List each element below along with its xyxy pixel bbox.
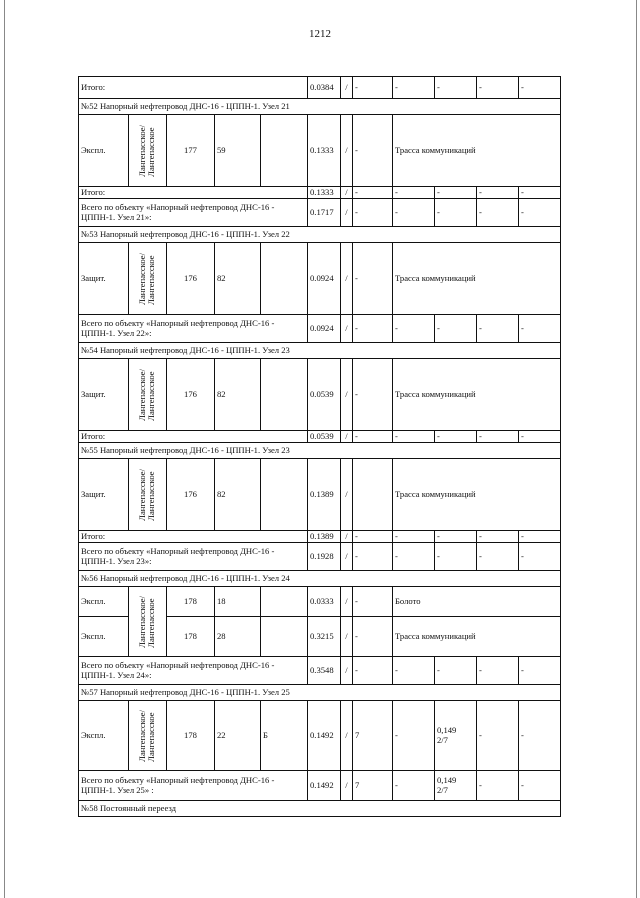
slash-cell: / <box>341 587 353 617</box>
forestry-cell <box>129 359 167 431</box>
col-13-cell: - <box>393 77 435 99</box>
area-cell: 0.0333 <box>308 587 341 617</box>
category-cell: Экспл. <box>79 701 129 771</box>
slash-cell: / <box>341 187 353 199</box>
kvartal-cell: 176 <box>167 459 215 531</box>
col-14-cell: - <box>435 543 477 571</box>
col-13-cell: - <box>393 187 435 199</box>
slash-cell: / <box>341 531 353 543</box>
col-15-cell: - <box>477 531 519 543</box>
forestry-cell <box>129 115 167 187</box>
col-12-cell: - <box>353 617 393 657</box>
col-13-cell: - <box>393 199 435 227</box>
total-row <box>79 199 561 227</box>
col-15-cell: - <box>477 701 519 771</box>
total-label: Всего по объекту «Напорный нефтепровод ДНС-16 - ЦППН-1. Узел 22»: <box>79 315 308 343</box>
section-row <box>79 343 561 359</box>
slash-cell: / <box>341 359 353 431</box>
col-14-cell: - <box>435 657 477 685</box>
forestry-label: Лангепасское/ Лангепасское <box>137 368 157 421</box>
kvartal-cell: 178 <box>167 587 215 617</box>
col-12-cell: - <box>353 657 393 685</box>
slash-cell: / <box>341 199 353 227</box>
category-cell: Экспл. <box>79 617 129 657</box>
section-title: №55 Напорный нефтепровод ДНС-16 - ЦППН-1. Узел 23 <box>79 443 561 459</box>
slash-cell: / <box>341 315 353 343</box>
forestry-label: Лангепасское/ Лангепасское <box>137 124 157 177</box>
col-14-cell: - <box>435 431 477 443</box>
category-cell: Защит. <box>79 459 129 531</box>
col-14-cell: - <box>435 187 477 199</box>
note-cell: Трасса коммуникаций <box>393 115 561 187</box>
subvydel-cell <box>261 115 308 187</box>
area-cell: 0.1333 <box>308 115 341 187</box>
vydel-cell: 28 <box>215 617 261 657</box>
total-label: Итого: <box>79 431 308 443</box>
table-row <box>79 587 561 617</box>
kvartal-cell: 176 <box>167 243 215 315</box>
slash-cell: / <box>341 431 353 443</box>
area-cell: 0.1389 <box>308 459 341 531</box>
section-title: №54 Напорный нефтепровод ДНС-16 - ЦППН-1. Узел 23 <box>79 343 561 359</box>
col-12-cell: - <box>353 587 393 617</box>
section-row <box>79 685 561 701</box>
forestry-cell <box>129 701 167 771</box>
subvydel-cell: Б <box>261 701 308 771</box>
area-cell: 0.0924 <box>308 243 341 315</box>
vydel-cell: 18 <box>215 587 261 617</box>
note-cell: Трасса коммуникаций <box>393 617 561 657</box>
note-cell: Болото <box>393 587 561 617</box>
kvartal-cell: 177 <box>167 115 215 187</box>
col-13-cell: - <box>393 543 435 571</box>
category-cell: Защит. <box>79 243 129 315</box>
forestry-label: Лангепасское/ Лангепасское <box>137 468 157 521</box>
col-12-cell: - <box>353 543 393 571</box>
col-15-cell: - <box>477 187 519 199</box>
col-16-cell: - <box>519 771 561 801</box>
scan-edge-right <box>636 0 637 898</box>
vydel-cell: 82 <box>215 459 261 531</box>
table-row <box>79 701 561 771</box>
col-16-cell: - <box>519 543 561 571</box>
col-16-cell: - <box>519 187 561 199</box>
total-row <box>79 771 561 801</box>
table-row <box>79 243 561 315</box>
col-14-cell: 0,149 2/7 <box>435 771 477 801</box>
col-12-cell: - <box>353 187 393 199</box>
kvartal-cell: 178 <box>167 617 215 657</box>
col-16-cell: - <box>519 701 561 771</box>
kvartal-cell: 178 <box>167 701 215 771</box>
total-row <box>79 543 561 571</box>
total-row <box>79 531 561 543</box>
col-12-cell: - <box>353 243 393 315</box>
col-16-cell: - <box>519 199 561 227</box>
col-12-cell: - <box>353 359 393 431</box>
area-cell: 0.0924 <box>308 315 341 343</box>
area-cell: 0.3215 <box>308 617 341 657</box>
note-cell: Трасса коммуникаций <box>393 359 561 431</box>
slash-cell: / <box>341 701 353 771</box>
forestry-cell <box>129 587 167 657</box>
area-cell: 0.1717 <box>308 199 341 227</box>
section-row <box>79 227 561 243</box>
table-row <box>79 359 561 431</box>
slash-cell: / <box>341 459 353 531</box>
slash-cell: / <box>341 243 353 315</box>
col-13-cell: - <box>393 531 435 543</box>
col-16-cell: - <box>519 431 561 443</box>
col-14-cell: - <box>435 531 477 543</box>
vydel-cell: 82 <box>215 359 261 431</box>
col-16-cell: - <box>519 657 561 685</box>
table-row <box>79 115 561 187</box>
total-label: Итого: <box>79 77 308 99</box>
col-16-cell: - <box>519 531 561 543</box>
forestry-cell <box>129 459 167 531</box>
vydel-cell: 59 <box>215 115 261 187</box>
total-row <box>79 657 561 685</box>
col-12-cell <box>353 459 393 531</box>
col-14-cell: - <box>435 315 477 343</box>
subvydel-cell <box>261 459 308 531</box>
slash-cell: / <box>341 77 353 99</box>
total-row <box>79 315 561 343</box>
slash-cell: / <box>341 771 353 801</box>
col-15-cell: - <box>477 77 519 99</box>
section-row <box>79 99 561 115</box>
area-cell: 0.1928 <box>308 543 341 571</box>
slash-cell: / <box>341 543 353 571</box>
total-label: Всего по объекту «Напорный нефтепровод ДНС-16 - ЦППН-1. Узел 21»: <box>79 199 308 227</box>
section-row <box>79 443 561 459</box>
vydel-cell: 22 <box>215 701 261 771</box>
total-label: Всего по объекту «Напорный нефтепровод ДНС-16 - ЦППН-1. Узел 23»: <box>79 543 308 571</box>
col-13-cell: - <box>393 315 435 343</box>
forestry-label: Лангепасское/ Лангепасское <box>137 709 157 762</box>
col-15-cell: - <box>477 543 519 571</box>
section-title: №52 Напорный нефтепровод ДНС-16 - ЦППН-1. Узел 21 <box>79 99 561 115</box>
col-13-cell: - <box>393 431 435 443</box>
section-title: №57 Напорный нефтепровод ДНС-16 - ЦППН-1. Узел 25 <box>79 685 561 701</box>
kvartal-cell: 176 <box>167 359 215 431</box>
category-cell: Экспл. <box>79 115 129 187</box>
total-row <box>79 431 561 443</box>
col-15-cell: - <box>477 771 519 801</box>
area-cell: 0.1492 <box>308 771 341 801</box>
land-plot-table <box>78 76 561 817</box>
col-16-cell: - <box>519 77 561 99</box>
col-13-cell: - <box>393 771 435 801</box>
table-row <box>79 459 561 531</box>
subvydel-cell <box>261 359 308 431</box>
section-title: №56 Напорный нефтепровод ДНС-16 - ЦППН-1. Узел 24 <box>79 571 561 587</box>
col-12-cell: - <box>353 199 393 227</box>
category-cell: Экспл. <box>79 587 129 617</box>
category-cell: Защит. <box>79 359 129 431</box>
total-row <box>79 77 561 99</box>
col-12-cell: 7 <box>353 771 393 801</box>
total-label: Всего по объекту «Напорный нефтепровод ДНС-16 - ЦППН-1. Узел 25» : <box>79 771 308 801</box>
slash-cell: / <box>341 657 353 685</box>
col-14-cell: 0,149 2/7 <box>435 701 477 771</box>
forestry-label: Лангепасское/ Лангепасское <box>137 252 157 305</box>
slash-cell: / <box>341 115 353 187</box>
subvydel-cell <box>261 617 308 657</box>
vydel-cell: 82 <box>215 243 261 315</box>
subvydel-cell <box>261 243 308 315</box>
total-row <box>79 187 561 199</box>
section-title: №53 Напорный нефтепровод ДНС-16 - ЦППН-1. Узел 22 <box>79 227 561 243</box>
subvydel-cell <box>261 587 308 617</box>
col-12-cell: - <box>353 531 393 543</box>
section-row <box>79 801 561 817</box>
area-cell: 0.3548 <box>308 657 341 685</box>
col-15-cell: - <box>477 657 519 685</box>
note-cell: Трасса коммуникаций <box>393 459 561 531</box>
col-15-cell: - <box>477 199 519 227</box>
col-13-cell: - <box>393 657 435 685</box>
area-cell: 0.0539 <box>308 431 341 443</box>
col-13-cell: - <box>393 701 435 771</box>
area-cell: 0.0384 <box>308 77 341 99</box>
col-15-cell: - <box>477 315 519 343</box>
total-label: Итого: <box>79 187 308 199</box>
slash-cell: / <box>341 617 353 657</box>
note-cell: Трасса коммуникаций <box>393 243 561 315</box>
area-cell: 0.1389 <box>308 531 341 543</box>
scan-edge-left <box>4 0 5 898</box>
area-cell: 0.1333 <box>308 187 341 199</box>
area-cell: 0.1492 <box>308 701 341 771</box>
col-12-cell: - <box>353 431 393 443</box>
area-cell: 0.0539 <box>308 359 341 431</box>
section-title: №58 Постоянный переезд <box>79 801 561 817</box>
total-label: Итого: <box>79 531 308 543</box>
section-row <box>79 571 561 587</box>
col-12-cell: 7 <box>353 701 393 771</box>
page-number: 1212 <box>309 28 331 40</box>
col-14-cell: - <box>435 77 477 99</box>
col-12-cell: - <box>353 115 393 187</box>
col-12-cell: - <box>353 77 393 99</box>
total-label: Всего по объекту «Напорный нефтепровод ДНС-16 - ЦППН-1. Узел 24»: <box>79 657 308 685</box>
col-12-cell: - <box>353 315 393 343</box>
col-14-cell: - <box>435 199 477 227</box>
col-15-cell: - <box>477 431 519 443</box>
forestry-label: Лангепасское/ Лангепасское <box>137 595 157 648</box>
forestry-cell <box>129 243 167 315</box>
col-16-cell: - <box>519 315 561 343</box>
